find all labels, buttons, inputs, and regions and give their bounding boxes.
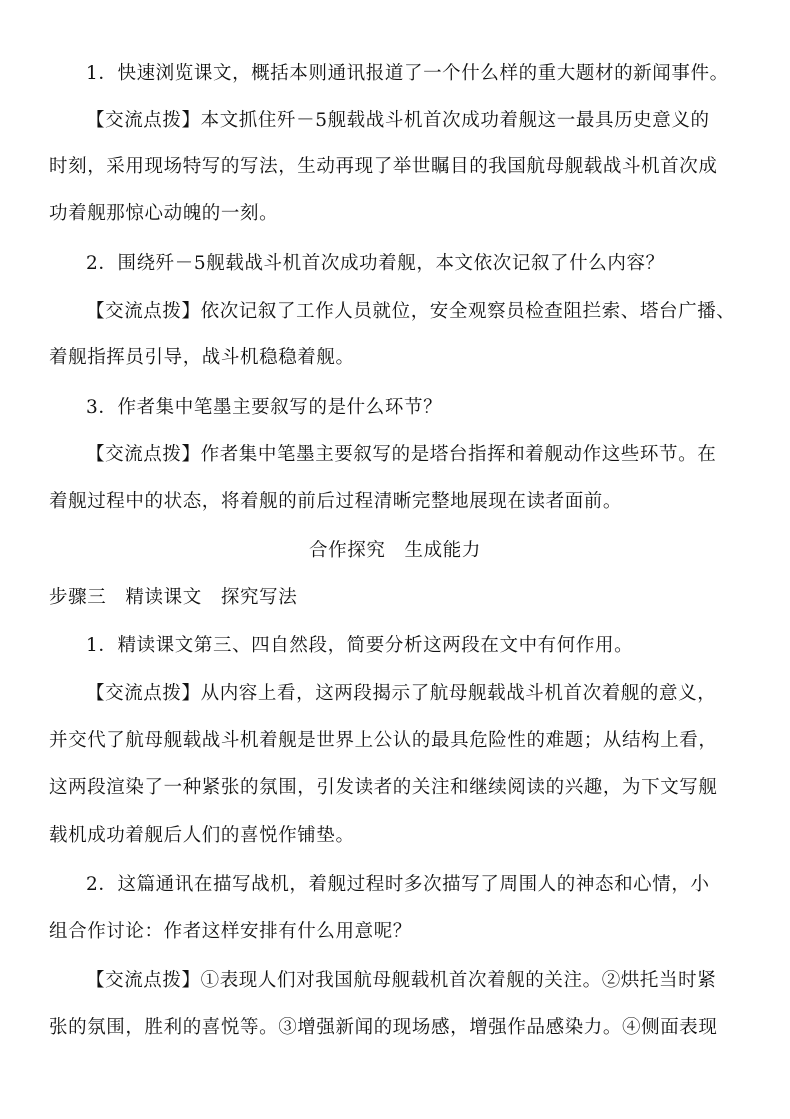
answer-3-line-1: 【交流点拨】作者集中笔墨主要叙写的是塔台指挥和着舰动作这些环节。在: [86, 444, 717, 465]
question-2-text: 2．围绕歼－5舰载战斗机首次成功着舰，本文依次记叙了什么内容？: [86, 253, 665, 274]
question-1-text: 1．快速浏览课文，概括本则通讯报道了一个什么样的重大题材的新闻事件。: [86, 63, 729, 84]
answer-4-line-2: 并交代了航母舰载战斗机着舰是世界上公认的最具危险性的难题；从结构上看，: [49, 730, 718, 751]
answer-1-line-3: 功着舰那惊心动魄的一刻。: [49, 203, 279, 224]
answer-5-line-1: 【交流点拨】①表现人们对我国航母舰载机首次着舰的关注。②烘托当时紧: [86, 970, 717, 991]
section-heading: 合作探究 生成能力: [309, 540, 481, 561]
question-5-line-1: 2．这篇通讯在描写战机，着舰过程时多次描写了周围人的神态和心情，小: [86, 874, 710, 895]
answer-4-line-4: 载机成功着舰后人们的喜悦作铺垫。: [49, 825, 355, 846]
answer-2-line-1: 【交流点拨】依次记叙了工作人员就位，安全观察员检查阻拦索、塔台广播、: [86, 301, 736, 322]
question-3-text: 3．作者集中笔墨主要叙写的是什么环节？: [86, 397, 443, 418]
answer-4-line-1: 【交流点拨】从内容上看，这两段揭示了航母舰载战斗机首次着舰的意义，: [86, 683, 717, 704]
answer-5-line-2: 张的氛围，胜利的喜悦等。③增强新闻的现场感，增强作品感染力。④侧面表现: [49, 1017, 718, 1038]
question-5-line-2: 组合作讨论：作者这样安排有什么用意呢？: [49, 921, 412, 942]
answer-1-line-1: 【交流点拨】本文抓住歼－5舰载战斗机首次成功着舰这一最具历史意义的: [86, 110, 710, 131]
answer-2-line-2: 着舰指挥员引导，战斗机稳稳着舰。: [49, 347, 355, 368]
answer-3-line-2: 着舰过程中的状态，将着舰的前后过程清晰完整地展现在读者面前。: [49, 491, 623, 512]
step-heading: 步骤三 精读课文 探究写法: [49, 587, 298, 608]
answer-4-line-3: 这两段渲染了一种紧张的氛围，引发读者的关注和继续阅读的兴趣，为下文写舰: [49, 777, 718, 798]
question-4-text: 1．精读课文第三、四自然段，简要分析这两段在文中有何作用。: [86, 635, 634, 656]
answer-1-line-2: 时刻，采用现场特写的写法，生动再现了举世瞩目的我国航母舰载战斗机首次成: [49, 156, 718, 177]
